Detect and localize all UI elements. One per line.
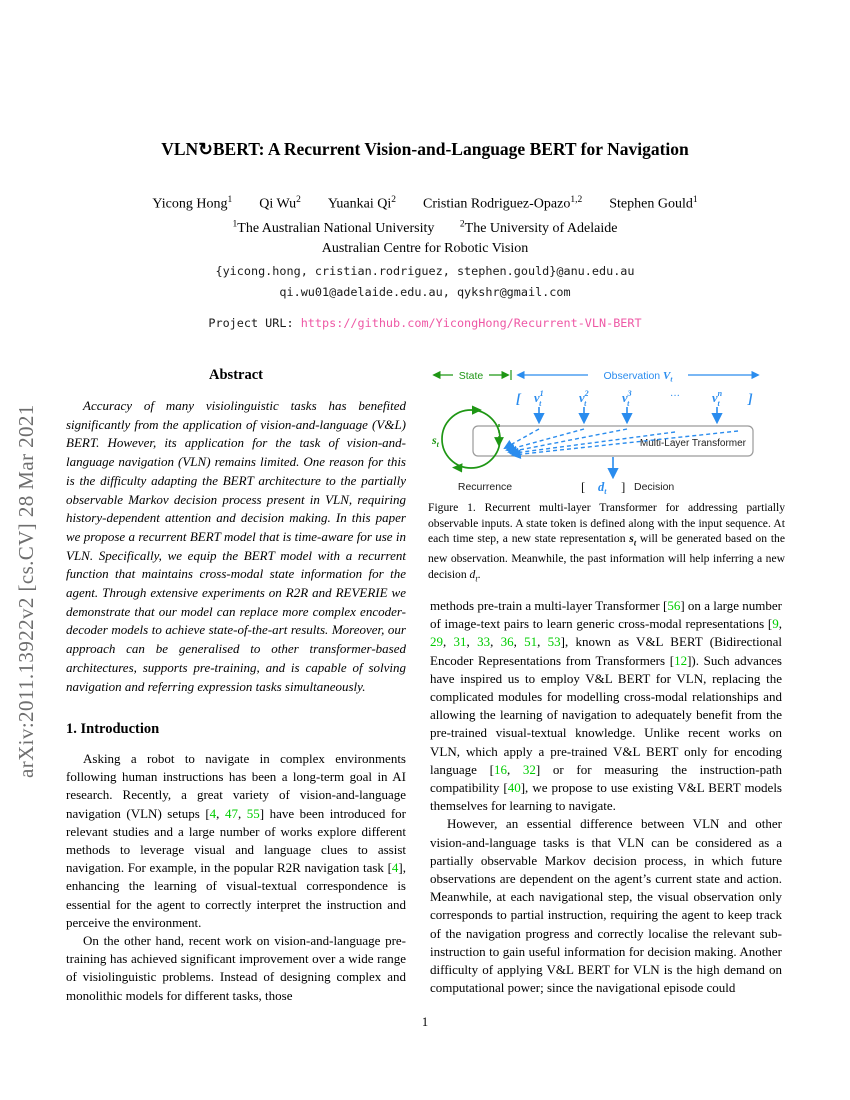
citation-link[interactable]: 36 (500, 634, 514, 650)
observation-bracket-open: [ (516, 392, 521, 407)
citation-link[interactable]: 12 (674, 652, 688, 668)
token-input-arrows (539, 407, 717, 422)
recurrent-loop-icon: ↻ (198, 139, 213, 159)
page-number: 1 (421, 1015, 429, 1029)
citation-link[interactable]: 51 (524, 634, 538, 650)
citation-link[interactable]: 47 (224, 805, 238, 821)
observation-span-arrow (518, 367, 758, 384)
arxiv-banner: arXiv:2011.13922v2 [cs.CV] 28 Mar 2021 (14, 404, 38, 778)
state-label: State (458, 370, 484, 382)
observation-label: Observation $V_t$ (603, 370, 673, 384)
citation-link[interactable]: 9 (772, 616, 779, 632)
observation-bracket-close: ] (748, 392, 753, 407)
vision-token-2: $v^2$ t (579, 389, 589, 408)
decision-bracket-open: [ (581, 479, 586, 494)
citation-link[interactable]: 29 (430, 634, 443, 650)
vision-token-1: $v^1$ t (534, 389, 544, 408)
inline-math: $d_t$ (469, 568, 478, 584)
right-column (430, 597, 782, 997)
citation-link[interactable]: 40 (507, 780, 521, 796)
citation-link[interactable]: 16 (493, 761, 507, 777)
author: Yicong Hong$^1$ (152, 195, 233, 212)
author: Yuankai Qi$^2$ (327, 195, 396, 212)
right-col-paragraph-1: methods pre-train a multi-layer Transformer [56] on a large number of image-text pairs to learn generic cross-modal representations [9, 29, 31, 33, 36, 51, 53], known as V&L BERT (Bidirectional Encoder Representations from Transformers [12]). Such advances have inspired us to employ V&L BERT for VLN, replacing the complicated modules for modelling cross-modal relationships and allowing the learning of navigation to adequately benefit from the pre-trained visual-textual knowledge. Unlike recent works on VLN, which apply a pre-trained V&L BERT only for encoding language [16, 32] or for measuring the instruction-path compatibility [40], we propose to use existing V&L BERT models themselves for learning to navigate. (430, 598, 782, 814)
state-span-arrow (434, 368, 511, 382)
email-line: qi.wu01@adelaide.edu.au, qykshr@gmail.com (279, 285, 571, 299)
project-url-line (0, 316, 850, 330)
transformer-label: Multi-Layer Transformer (639, 438, 746, 449)
affiliation: $^1$The Australian National University (232, 219, 435, 236)
author-emails (0, 261, 850, 303)
section-heading-introduction: 1. Introduction (66, 721, 160, 737)
ellipsis: ··· (670, 391, 680, 402)
abstract-heading: Abstract (209, 367, 263, 383)
introduction-section (66, 721, 406, 1005)
abstract-text: Accuracy of many visiolinguistic tasks has benefited significantly from the application of vision-and-language (V&L) BERT. However, its application for the task of vision-and-language navigation (VLN) remains limited. One reason for this is the difficulty adapting the BERT architecture to the partially observable Markov decision process present in VLN, requiring history-dependent attention and decision making. In this paper we propose a recurrent BERT model that is time-aware for use in VLN. Specifically, we equip the BERT model with a recurrent function that maintains cross-modal state information for the agent. Through extensive experiments on R2R and REVERIE we demonstrate that our model can replace more complex encoder-decoder models to achieve state-of-the-art results. Moreover, our approach can be generalised to other transformer-based architectures, supports pre-training, and is capable of solving navigation and referring expression tasks simultaneously. (66, 398, 406, 694)
authors-row (0, 195, 850, 213)
affiliation-line-2: Australian Centre for Robotic Vision (321, 241, 529, 256)
citation-link[interactable]: 4 (391, 860, 399, 876)
inline-math: $s_t$ (629, 532, 637, 548)
figure1-diagram (428, 366, 785, 498)
citation-link[interactable]: 55 (246, 805, 260, 821)
author: Cristian Rodriguez-Opazo$^{1,2}$ (423, 195, 583, 212)
citation-link[interactable]: 56 (667, 598, 681, 613)
figure1-caption: Figure 1. Recurrent multi-layer Transformer for addressing partially observable inputs. A state token is defined along with the input sequence. At each time step, a new state representation $s_t$ will be generated based on the new observation. Meanwhile, the past information will help inferring a new decision $d_t$. (428, 501, 785, 584)
vision-token-3: $v^3$ t (622, 389, 632, 408)
decision-label: Decision (634, 481, 675, 493)
citation-link[interactable]: 33 (477, 634, 491, 650)
affiliation: $^2$The University of Adelaide (459, 219, 618, 236)
title-pre: VLN (161, 139, 199, 159)
intro-paragraph-2: On the other hand, recent work on vision-and-language pre-training has achieved significant improvement over a wide range of visiolinguistic problems. Instead of designing complex and monolithic models for different tasks, those (66, 933, 406, 1003)
recurrence-label: Recurrence (457, 481, 513, 493)
citation-link[interactable]: 53 (547, 634, 561, 650)
state-token-label: $s_t$ (432, 433, 439, 449)
citation-link[interactable]: 32 (522, 761, 536, 777)
paper-title (0, 139, 850, 160)
abstract-section (66, 367, 406, 696)
right-col-paragraph-2: However, an essential difference between VLN and other vision-and-language tasks is that VLN can be considered as a partially observable Markov decision process, in which future observations are dependent on the agent’s current state and action. Meanwhile, at each navigational step, the visual observation only corresponds to partial instruction, requiring the agent to keep track of the navigation progress and correctly localise the relevant sub-instruction to gain useful information for decision making. Another difficulty of applying V&L BERT for VLN is the high demand on computational power; since the navigational episode could (430, 816, 782, 996)
email-line: {yicong.hong, cristian.rodriguez, stephen.gould}@anu.edu.au (215, 264, 635, 278)
author: Stephen Gould$^1$ (609, 195, 698, 212)
decision-token-label: $d_t$ (598, 480, 607, 496)
title-post: BERT: A Recurrent Vision-and-Language BERT for Navigation (212, 139, 689, 159)
intro-paragraph-1: Asking a robot to navigate in complex environments following human instructions has been a long-term goal in AI research. Recently, a great variety of vision-and-language navigation (VLN) setups [4, 47, 55] have been introduced for relevant studies and a large number of works explore different methods to leverage visual and language clues to assist navigation. For example, in the popular R2R navigation task [4], enhancing the learning of visual-textual correspondence is essential for the agent to correctly interpret the instruction and perceive the environment. (66, 751, 406, 930)
citation-link[interactable]: 31 (453, 634, 467, 650)
project-url-link[interactable]: https://github.com/YicongHong/Recurrent-VLN-BERT (300, 316, 642, 330)
vision-token-n: $v^n$ t (712, 389, 723, 408)
project-url-label: Project URL: (208, 316, 301, 330)
affiliation-line-1 (0, 219, 850, 237)
decision-bracket-close: ] (621, 479, 626, 494)
author: Qi Wu$^2$ (259, 195, 301, 212)
citation-link[interactable]: 4 (209, 805, 217, 821)
